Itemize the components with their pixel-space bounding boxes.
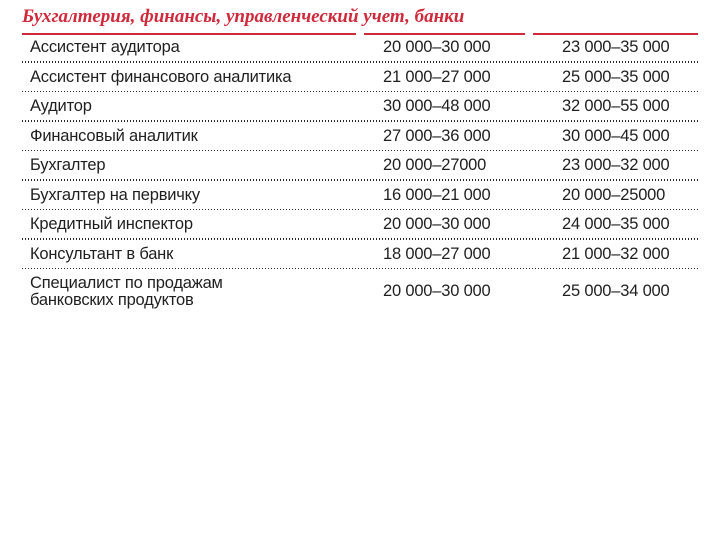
salary-table [22, 33, 698, 314]
salary-range-1: 20 000–30 000 [383, 215, 491, 234]
table-row [22, 63, 698, 93]
role-cell: Ассистент аудитора [30, 38, 180, 57]
role-cell: Ассистент финансового аналитика [30, 67, 292, 86]
role-cell: Аудитор [30, 97, 92, 116]
table-row [22, 181, 698, 211]
role-cell: Финансовый аналитик [30, 126, 198, 145]
salary-range-2: 23 000–32 000 [562, 156, 670, 175]
salary-range-1: 18 000–27 000 [383, 244, 491, 263]
role-cell: Бухгалтер [30, 156, 106, 175]
salary-range-2: 20 000–25000 [562, 185, 666, 204]
salary-range-2: 32 000–55 000 [562, 97, 670, 116]
salary-range-2: 25 000–34 000 [562, 282, 670, 300]
table-row [22, 92, 698, 122]
table-row [22, 122, 698, 152]
salary-range-2: 23 000–35 000 [562, 38, 670, 57]
table-row [22, 33, 698, 63]
salary-range-1: 30 000–48 000 [383, 97, 491, 116]
salary-range-1: 21 000–27 000 [383, 67, 491, 86]
table-row [22, 151, 698, 181]
salary-range-1: 20 000–30 000 [383, 282, 491, 300]
table-row [22, 269, 698, 314]
salary-range-2: 24 000–35 000 [562, 215, 670, 234]
table-row [22, 240, 698, 270]
salary-range-1: 20 000–30 000 [383, 38, 491, 57]
table-title: Бухгалтерия, финансы, управленческий учет, банки [22, 6, 465, 27]
salary-range-2: 25 000–35 000 [562, 67, 670, 86]
table-header [22, 6, 698, 28]
role-cell: Бухгалтер на первичку [30, 185, 200, 204]
role-cell: Кредитный инспектор [30, 215, 193, 234]
salary-range-1: 27 000–36 000 [383, 126, 491, 145]
salary-range-1: 16 000–21 000 [383, 185, 491, 204]
table-row [22, 210, 698, 240]
salary-range-1: 20 000–27000 [383, 156, 487, 175]
salary-range-2: 30 000–45 000 [562, 126, 670, 145]
role-cell: Консультант в банк [30, 244, 174, 263]
role-cell: Специалист по продажам банковских продуктов [30, 273, 223, 309]
salary-range-2: 21 000–32 000 [562, 244, 670, 263]
